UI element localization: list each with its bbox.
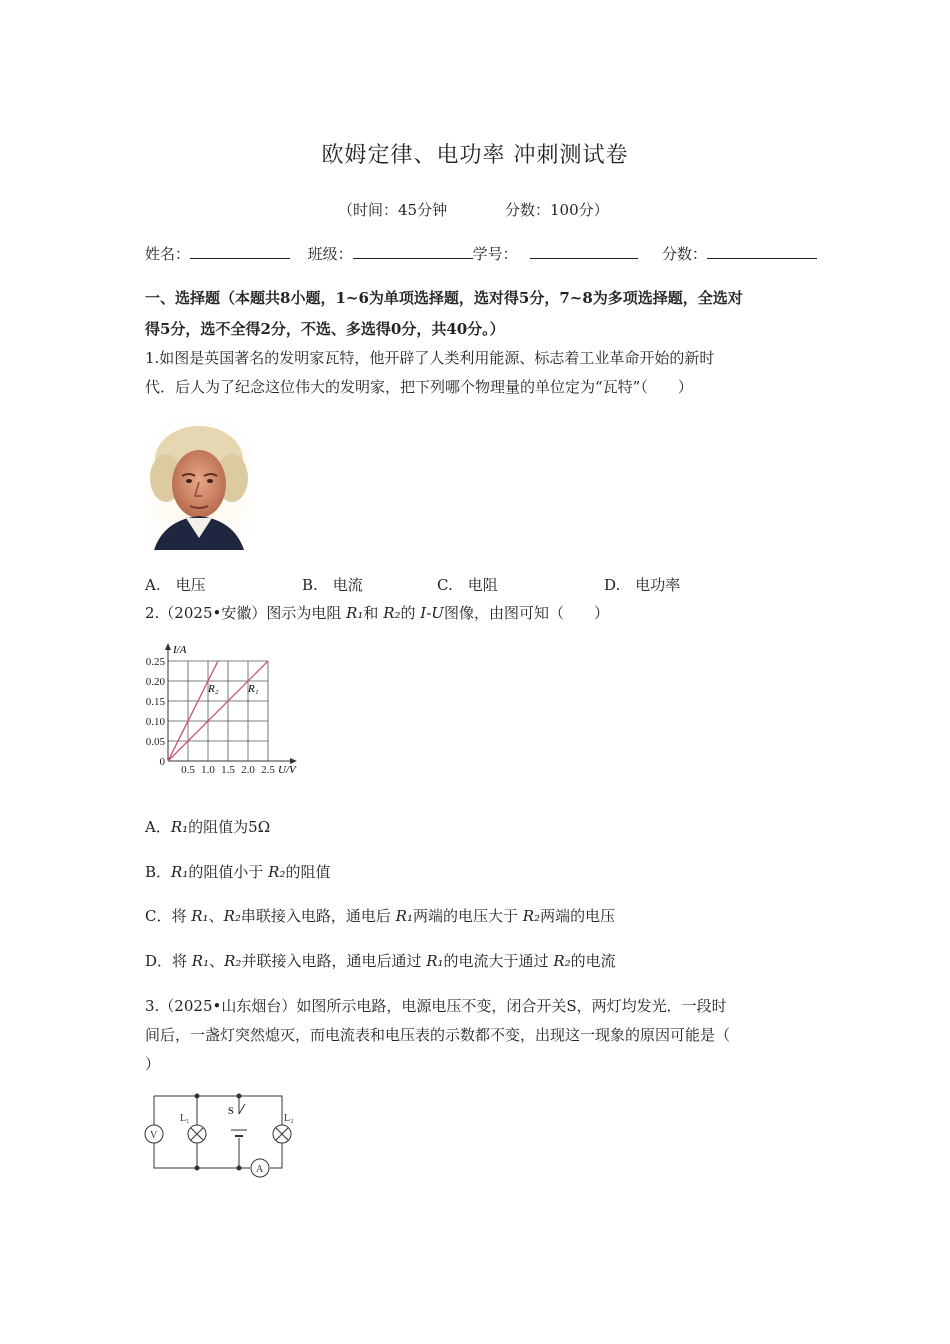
opt-text: 、 bbox=[208, 907, 224, 925]
junction-dot bbox=[195, 1094, 199, 1098]
y-axis-label: I/A bbox=[173, 644, 187, 656]
x-axis-label: U/V bbox=[278, 764, 296, 776]
x-tick-label: 2.0 bbox=[241, 764, 255, 776]
q1-stem-line1: 1.如图是英国著名的发明家瓦特，他开辟了人类利用能源、标志着工业革命开始的新时 bbox=[145, 349, 715, 367]
iu-chart bbox=[140, 640, 310, 780]
q2-iu: I-U bbox=[420, 604, 444, 622]
series-label-r1: R₁ bbox=[248, 683, 259, 695]
opt-text: 的阻值为5Ω bbox=[188, 818, 271, 836]
voltmeter-label: V bbox=[150, 1130, 158, 1141]
lamp-l1-label: L₁ bbox=[180, 1113, 190, 1124]
q2-option-a[interactable] bbox=[145, 816, 270, 837]
x-tick-label: 1.5 bbox=[221, 764, 235, 776]
q2-option-c[interactable] bbox=[145, 905, 615, 926]
q3-stem-line3: ） bbox=[145, 1055, 161, 1073]
y-tick-label: 0.25 bbox=[145, 656, 165, 668]
exam-score: 分数：100分） bbox=[505, 201, 609, 219]
y-tick-label: 0.05 bbox=[145, 736, 165, 748]
opt-text: 串联接入电路，通电后 bbox=[240, 907, 396, 925]
circuit-diagram bbox=[140, 1090, 310, 1182]
opt-text: 的阻值 bbox=[285, 863, 331, 881]
x-tick-label: 2.5 bbox=[261, 764, 275, 776]
opt-r: R₂ bbox=[522, 907, 541, 925]
opt-r: R₁ bbox=[191, 952, 210, 970]
y-tick-label: 0.15 bbox=[145, 696, 165, 708]
q2-text: 2.（2025•安徽）图示为电阻 bbox=[145, 604, 347, 622]
circuit-wire-top bbox=[154, 1096, 282, 1168]
q1-stem-line2: 代．后人为了纪念这位伟大的发明家，把下列哪个物理量的单位定为“瓦特”（ ） bbox=[145, 378, 693, 396]
opt-r: R₂ bbox=[223, 907, 241, 925]
q2-r2: R₂ bbox=[383, 604, 401, 622]
ammeter-label: A bbox=[256, 1164, 264, 1175]
y-tick-label: 0.10 bbox=[145, 716, 165, 728]
section-heading-line2: 得5分，选不全得2分，不选、多选得0分，共40分。） bbox=[145, 320, 505, 338]
series-label-r2: R₂ bbox=[208, 683, 219, 695]
opt-r: R₁ bbox=[426, 952, 444, 970]
opt-text: 、 bbox=[209, 952, 225, 970]
y-tick-label: 0 bbox=[159, 756, 165, 768]
opt-r: R₁ bbox=[171, 863, 189, 881]
x-tick-label: 1.0 bbox=[201, 764, 215, 776]
score-label: 分数： bbox=[661, 245, 707, 263]
q1-option-d[interactable]: D. 电功率 bbox=[604, 576, 681, 594]
series-line bbox=[168, 661, 268, 761]
q1-option-a[interactable]: A. 电压 bbox=[145, 576, 206, 594]
q2-stem bbox=[145, 602, 609, 623]
q2-r1: R₁ bbox=[346, 604, 364, 622]
switch-icon bbox=[239, 1104, 245, 1114]
q1-option-b[interactable]: B. 电流 bbox=[302, 576, 363, 594]
lamp-l2-label: L₂ bbox=[284, 1113, 294, 1124]
opt-text: D．将 bbox=[145, 952, 192, 970]
opt-r: R₁ bbox=[170, 818, 189, 836]
y-tick-label: 0.20 bbox=[145, 676, 165, 688]
q1-option-c[interactable]: C. 电阻 bbox=[437, 576, 498, 594]
opt-text: 的电流 bbox=[570, 952, 616, 970]
q3-stem-line2: 间后，一盏灯突然熄灭，而电流表和电压表的示数都不变，出现这一现象的原因可能是（ bbox=[145, 1026, 731, 1044]
name-label: 姓名： bbox=[145, 245, 191, 263]
info-row bbox=[145, 243, 817, 264]
opt-text: 两端的电压 bbox=[540, 907, 616, 925]
opt-text: 并联接入电路，通电后通过 bbox=[241, 952, 427, 970]
q2-text: 和 bbox=[363, 604, 384, 622]
q2-text: 的 bbox=[400, 604, 421, 622]
junction-dot bbox=[237, 1094, 241, 1098]
class-label: 班级： bbox=[307, 245, 353, 263]
series-line bbox=[168, 661, 218, 761]
opt-text: A． bbox=[145, 818, 171, 836]
opt-r: R₁ bbox=[191, 907, 209, 925]
id-label: 学号： bbox=[472, 245, 518, 263]
q2-option-b[interactable] bbox=[145, 861, 330, 882]
switch-label: S bbox=[228, 1106, 234, 1117]
section-heading-line1: 一、选择题（本题共8小题，1~6为单项选择题，选对得5分，7~8为多项选择题，全选对 bbox=[145, 289, 743, 307]
opt-r: R₂ bbox=[224, 952, 242, 970]
q3-stem-line1: 3.（2025•山东烟台）如图所示电路，电源电压不变，闭合开关S，两灯均发光．一段时 bbox=[145, 997, 727, 1015]
score-blank[interactable] bbox=[707, 244, 817, 259]
y-axis-arrow bbox=[165, 643, 171, 650]
junction-dot bbox=[237, 1166, 241, 1170]
opt-text: B． bbox=[145, 863, 172, 881]
opt-text: 的阻值小于 bbox=[188, 863, 269, 881]
x-tick-label: 0.5 bbox=[181, 764, 195, 776]
class-blank[interactable] bbox=[353, 244, 473, 259]
id-blank[interactable] bbox=[530, 244, 638, 259]
watt-portrait-image bbox=[144, 414, 254, 550]
opt-text: C．将 bbox=[145, 907, 192, 925]
q2-text: 图像，由图可知（ ） bbox=[443, 604, 609, 622]
opt-text: 的电流大于通过 bbox=[443, 952, 554, 970]
junction-dot bbox=[195, 1166, 199, 1170]
opt-r: R₂ bbox=[553, 952, 571, 970]
q2-option-d[interactable] bbox=[145, 950, 616, 971]
name-blank[interactable] bbox=[190, 244, 290, 259]
opt-r: R₁ bbox=[395, 907, 413, 925]
page-title: 欧姆定律、电功率 冲刺测试卷 bbox=[321, 143, 629, 168]
exam-time: （时间：45分钟 bbox=[338, 201, 448, 219]
opt-text: 两端的电压大于 bbox=[412, 907, 523, 925]
opt-r: R₂ bbox=[268, 863, 286, 881]
